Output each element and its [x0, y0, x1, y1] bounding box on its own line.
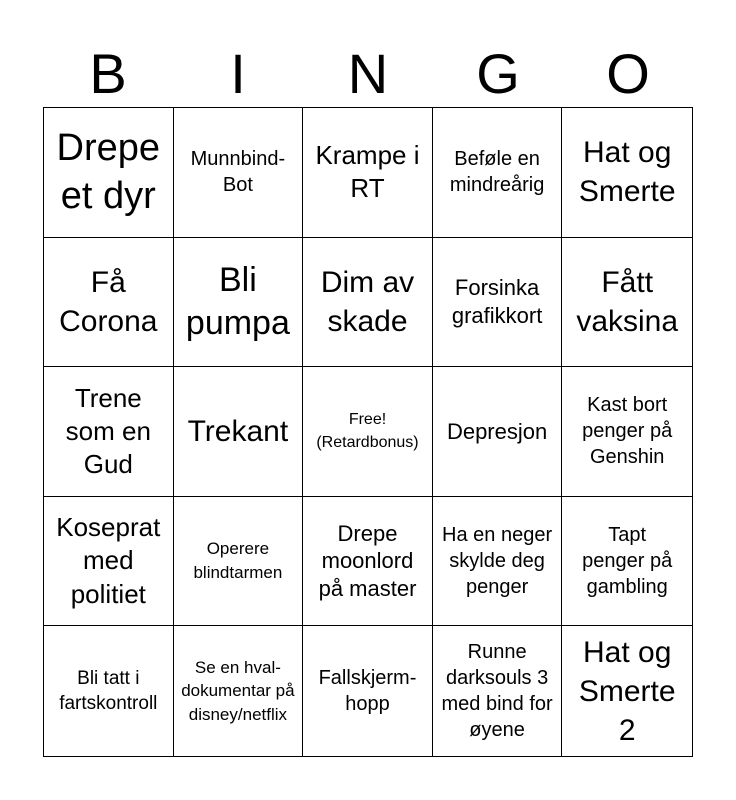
bingo-cell-1-4[interactable]	[433, 108, 563, 238]
bingo-cell-3-5[interactable]	[562, 367, 692, 497]
bingo-cell-4-1[interactable]	[44, 497, 174, 627]
cell-text: Free! (Retardbonus)	[316, 411, 419, 452]
bingo-cell-3-4[interactable]	[433, 367, 563, 497]
cell-text: Drepe moonlord på master	[318, 520, 417, 601]
header-letter-o: O	[606, 42, 650, 105]
bingo-header	[43, 40, 693, 108]
bingo-cell-2-5[interactable]	[562, 238, 692, 368]
bingo-board	[43, 107, 693, 757]
header-letter-b: B	[89, 42, 127, 105]
bingo-cell-3-2[interactable]	[174, 367, 304, 497]
header-letter-n: N	[347, 42, 389, 105]
bingo-cell-5-4[interactable]	[433, 626, 563, 756]
cell-text: Få Corona	[59, 265, 158, 338]
cell-text: Krampe i RT	[315, 140, 420, 204]
header-letter-i: I	[230, 42, 246, 105]
bingo-cell-2-4[interactable]	[433, 238, 563, 368]
bingo-cell-2-1[interactable]	[44, 238, 174, 368]
cell-text: Beføle en mindreårig	[449, 148, 545, 197]
bingo-cell-1-2[interactable]	[174, 108, 304, 238]
bingo-cell-5-2[interactable]	[174, 626, 304, 756]
cell-text: Operere blindtarmen	[193, 539, 283, 583]
bingo-cell-2-3[interactable]	[303, 238, 433, 368]
cell-text: Hat og Smerte	[578, 136, 676, 209]
bingo-cell-5-3[interactable]	[303, 626, 433, 756]
cell-text: Depresjon	[446, 418, 548, 444]
bingo-cell-2-2[interactable]	[174, 238, 304, 368]
cell-text: Trekant	[187, 414, 289, 448]
cell-text: Munnbind-Bot	[190, 148, 286, 197]
bingo-cell-3-3[interactable]	[303, 367, 433, 497]
cell-text: Kast bort penger på Genshin	[582, 394, 673, 469]
cell-text: Forsinka grafikkort	[451, 275, 543, 328]
cell-text: Ha en neger skylde deg penger	[442, 524, 553, 599]
bingo-cell-4-2[interactable]	[174, 497, 304, 627]
header-letter-g: G	[476, 42, 520, 105]
bingo-cell-5-5[interactable]	[562, 626, 692, 756]
bingo-cell-1-5[interactable]	[562, 108, 692, 238]
cell-text: Runne darksouls 3 med bind for øyene	[441, 641, 553, 742]
bingo-cell-4-4[interactable]	[433, 497, 563, 627]
cell-text: Drepe et dyr	[56, 126, 161, 218]
bingo-cell-4-5[interactable]	[562, 497, 692, 627]
cell-text: Koseprat med politiet	[56, 512, 161, 609]
cell-text: Se en hval-dokumentar på disney/netflix	[181, 657, 295, 725]
cell-text: Fått vaksina	[576, 265, 679, 338]
cell-text: Tapt penger på gambling	[582, 524, 673, 599]
cell-text: Trene som en Gud	[65, 382, 151, 480]
bingo-cell-5-1[interactable]	[44, 626, 174, 756]
cell-text: Hat og Smerte 2	[578, 635, 676, 747]
bingo-cell-3-1[interactable]	[44, 367, 174, 497]
cell-text: Fallskjerm-hopp	[318, 667, 417, 716]
bingo-cell-1-1[interactable]	[44, 108, 174, 238]
cell-text: Bli pumpa	[185, 261, 290, 342]
cell-text: Bli tatt i fartskontroll	[59, 667, 158, 715]
cell-text: Dim av skade	[320, 265, 415, 338]
bingo-cell-4-3[interactable]	[303, 497, 433, 627]
bingo-cell-1-3[interactable]	[303, 108, 433, 238]
